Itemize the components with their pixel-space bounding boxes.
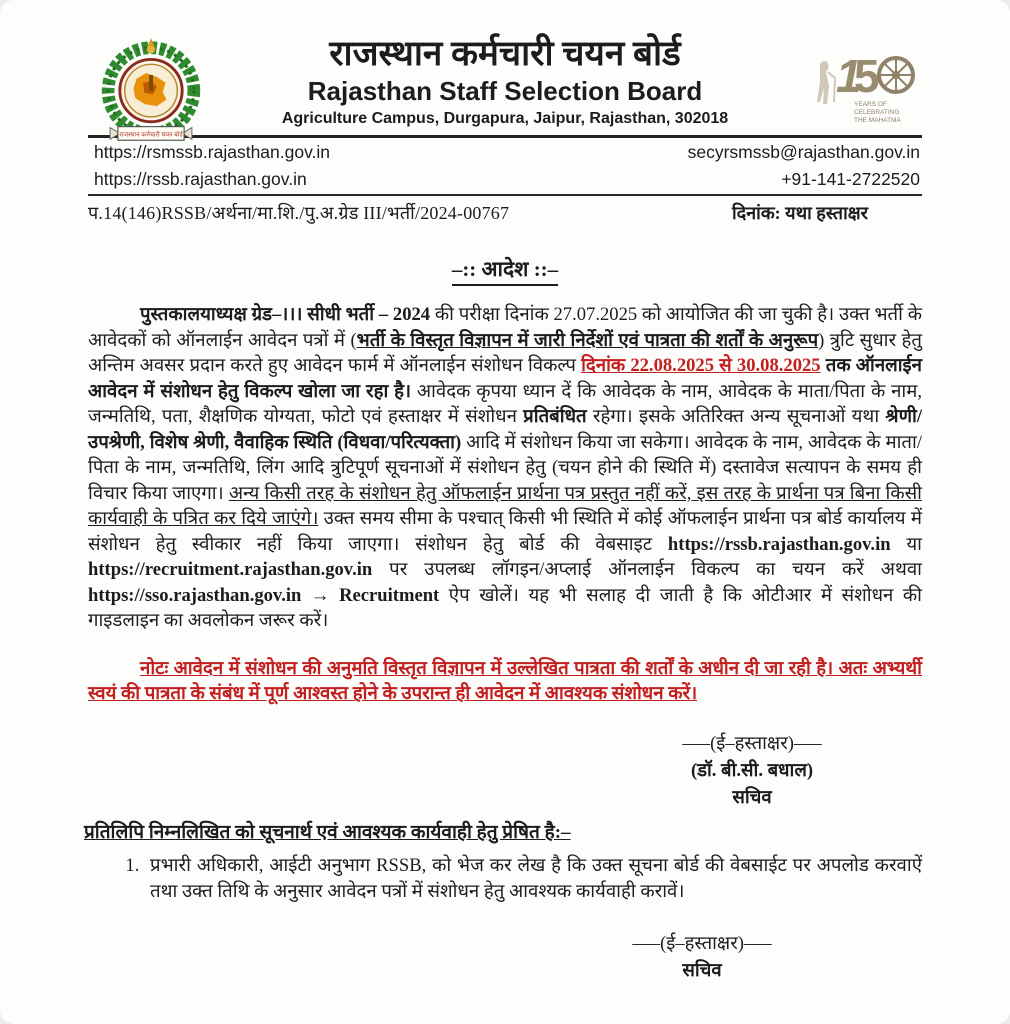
order-main-paragraph: पुस्तकालयाध्यक्ष ग्रेड–।।। सीधी भर्ती – 2024 की परीक्षा दिनांक 27.07.2025 को आयोजित की जा चुकी है। उक्त भर्ती के आवेदकों को ऑनलाईन आवेदन पत्रों में (भर्ती के विस्तृत विज्ञापन में जारी निर्देशों एवं पात्रता की शर्तों के अनुरूप) त्रुटि सुधार हेतु अन्तिम अवसर प्रदान करते हुए आवेदन फार्म में ऑनलाईन संशोधन विकल्प दिनांक 22.08.2025 से 30.08.2025 तक ऑनलाईन आवेदन में संशोधन हेतु विकल्प खोला जा रहा है। आवेदक कृपया ध्यान दें कि आवेदक के नाम, आवेदक के माता/पिता के नाम, जन्मतिथि, पता, शैक्षणिक योग्यता, फोटो एवं हस्ताक्षर में संशोधन प्रतिबंधित रहेगा। इसके अतिरिक्त अन्य सूचनाओं यथा श्रेणी/उपश्रेणी, विशेष श्रेणी, वैवाहिक स्थिति (विधवा/परित्यक्ता) आदि में संशोधन किया जा सकेगा। आवेदक के नाम, आवेदक के माता/पिता के नाम, जन्मतिथि, लिंग आदि त्रुटिपूर्ण सूचनाओं में संशोधन हेतु (चयन होने की स्थिति में) दस्तावेज सत्यापन के समय ही विचार किया जाएगा। अन्य किसी तरह के संशोधन हेतु ऑफलाईन प्रार्थना पत्र प्रस्तुत नहीं करें, इस तरह के प्रार्थना पत्र बिना किसी कार्यवाही के पत्रित कर दिये जाएंगे। उक्त समय सीमा के पश्चात् किसी भी स्थिति में कोई ऑफलाईन प्रार्थना पत्र बोर्ड कार्यालय में संशोधन हेतु स्वीकार नहीं किया जाएगा। संशोधन हेतु बोर्ड की वेबसाइट https://rssb.rajasthan.gov.in या https://recruitment.rajasthan.gov.in पर उपलब्ध लॉगइन/अप्लाई ऑनलाईन विकल्प का चयन करें अथवा https://sso.rajasthan.gov.in → Recruitment ऐप खोलें। यह भी सलाह दी जाती है कि ओटीआर में संशोधन की गाइडलाइन का अवलोकन जरूर करें। — [88, 304, 923, 632]
phone-number: +91-141-2722520 — [781, 169, 920, 190]
mahatma-150-years-logo — [808, 42, 920, 130]
logo-caption-line1: YEARS OF — [854, 101, 887, 108]
order-note-paragraph: नोटः आवेदन में संशोधन की अनुमति विस्तृत विज्ञापन में उल्लेखित पात्रता की शर्तों के अधीन दी जा रही है। अतः अभ्यर्थी स्वयं की पात्रता के संबंध में पूर्ण आश्वस्त होने के उपरान्त ही आवेदन में आवश्यक संशोधन करें। — [88, 657, 922, 705]
date-field: दिनांक: यथा हस्ताक्षर — [731, 203, 868, 224]
signatory-role: सचिव — [732, 787, 772, 808]
e-signature-line: –––(ई–हस्ताक्षर)––– — [632, 933, 772, 954]
org-title-english: Rajasthan Staff Selection Board — [307, 76, 703, 107]
order-heading: –:: आदेश ::– — [452, 255, 558, 286]
signature-block-1 — [622, 731, 882, 812]
letterhead — [88, 34, 922, 139]
reference-number: प.14(146)RSSB/अर्थना/मा.शि./पु.अ.ग्रेड III/भर्ती/2024-00767 — [88, 203, 510, 224]
svg-text:5: 5 — [854, 50, 880, 102]
logo-caption-line2: CELEBRATING — [854, 109, 900, 116]
org-address: Agriculture Campus, Durgapura, Jaipur, Rajasthan, 302018 — [281, 110, 729, 128]
rajasthan-emblem-logo — [92, 38, 210, 150]
email-address: secyrsmssb@rajasthan.gov.in — [687, 142, 920, 163]
copy-list-item: 1. प्रभारी अधिकारी, आईटी अनुभाग RSSB, को भेज कर लेख है कि उक्त सूचना बोर्ड की वेबसाईट पर अपलोड करवाऐं तथा उक्त तिथि के अनुसार आवेदन पत्रों में संशोधन हेतु आवश्यक कार्यवाही करावें। — [144, 853, 922, 905]
website-primary: https://rsmssb.rajasthan.gov.in — [94, 142, 331, 163]
signatory-name: (डॉ. बी.सी. बधाल) — [690, 760, 814, 781]
signature-block-2 — [572, 931, 832, 985]
e-signature-line: –––(ई–हस्ताक्षर)––– — [682, 733, 822, 754]
logo-caption-line3: THE MAHATMA — [854, 117, 901, 124]
org-title-hindi: राजस्थान कर्मचारी चयन बोर्ड — [329, 34, 681, 73]
reference-row — [88, 196, 922, 225]
signatory-role: सचिव — [682, 960, 722, 981]
svg-text:1: 1 — [836, 50, 862, 102]
website-secondary: https://rssb.rajasthan.gov.in — [94, 169, 307, 190]
contact-row-2 — [88, 165, 922, 192]
copy-distribution-heading: प्रतिलिपि निम्नलिखित को सूचनार्थ एवं आवश्यक कार्यवाही हेतु प्रेषित है:– — [84, 821, 571, 843]
contact-row-1 — [88, 138, 922, 165]
emblem-ribbon-text: राजस्थान कर्मचारी चयन बोर्ड — [119, 131, 183, 139]
copy-distribution-list — [88, 853, 922, 905]
